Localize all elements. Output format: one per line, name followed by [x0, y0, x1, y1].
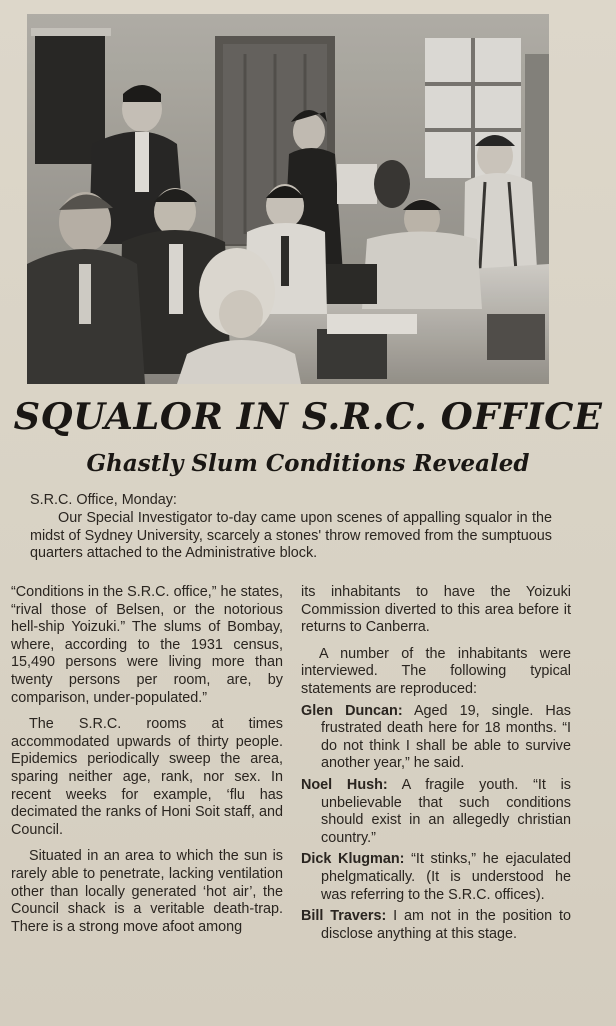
statement-travers	[301, 908, 571, 943]
paragraph: A number of the inhabitants were interviewed. The following typical statements are reproduced:	[301, 645, 571, 697]
statement-text: A fragile youth. “It is unbelievable that such conditions should exist in an allegedly christian country.”	[321, 776, 571, 846]
headline: SQUALOR IN S.R.C. OFFICE	[13, 396, 603, 438]
office-photograph-image	[27, 14, 549, 384]
dateline: S.R.C. Office, Monday:	[30, 492, 177, 508]
statement-klugman	[301, 851, 571, 904]
paragraph: The S.R.C. rooms at times accommodated upwards of thirty people. Epidemics periodically sweep the area, sparing neither age, rank, nor sex. In recent weeks for example, ‘flu has decimated the ranks of Honi Soit staff, and Council.	[11, 716, 283, 838]
statement-text: “It stinks,” he ejaculated phelgmatically. (It is understood he was referring to the S.R.C. offices).	[321, 851, 571, 903]
subheadline: Ghastly Slum Conditions Revealed	[86, 450, 530, 477]
statement-name: Bill Travers:	[301, 908, 387, 925]
paragraph: Situated in an area to which the sun is rarely able to penetrate, lacking ventilation other than locally generated ‘hot air’, the Council shack is a veritable death-trap. There is a strong move afoot among	[11, 848, 283, 935]
right-column	[301, 584, 571, 947]
lead-paragraph	[30, 492, 552, 563]
left-column	[11, 584, 283, 945]
statement-name: Noel Hush:	[301, 776, 388, 793]
statement-name: Glen Duncan:	[301, 702, 403, 719]
paragraph: “Conditions in the S.R.C. office,” he states, “rival those of Belsen, or the notorious hell-ship Yoizuki.” The slums of Bombay, where, according to the 1931 census, 15,490 persons were living more than twenty persons per room, are, by comparison, under-populated.”	[11, 584, 283, 706]
lead-text: Our Special Investigator to-day came upon scenes of appalling squalor in the midst of Sydney University, scarcely a stones' throw removed from the sumptuous quarters attached to the Administrative block.	[30, 509, 552, 562]
statement-name: Dick Klugman:	[301, 851, 405, 868]
statement-hush	[301, 777, 571, 847]
statement-duncan	[301, 703, 571, 773]
office-photograph	[27, 14, 549, 384]
statement-text: I am not in the position to disclose anything at this stage.	[321, 908, 572, 942]
paragraph: its inhabitants to have the Yoizuki Commission diverted to this area before it returns to Canberra.	[301, 584, 571, 636]
statement-text: Aged 19, single. Has frustrated death here for 18 months. “I do not think I shall be able to survive another year,” he said.	[321, 702, 571, 772]
